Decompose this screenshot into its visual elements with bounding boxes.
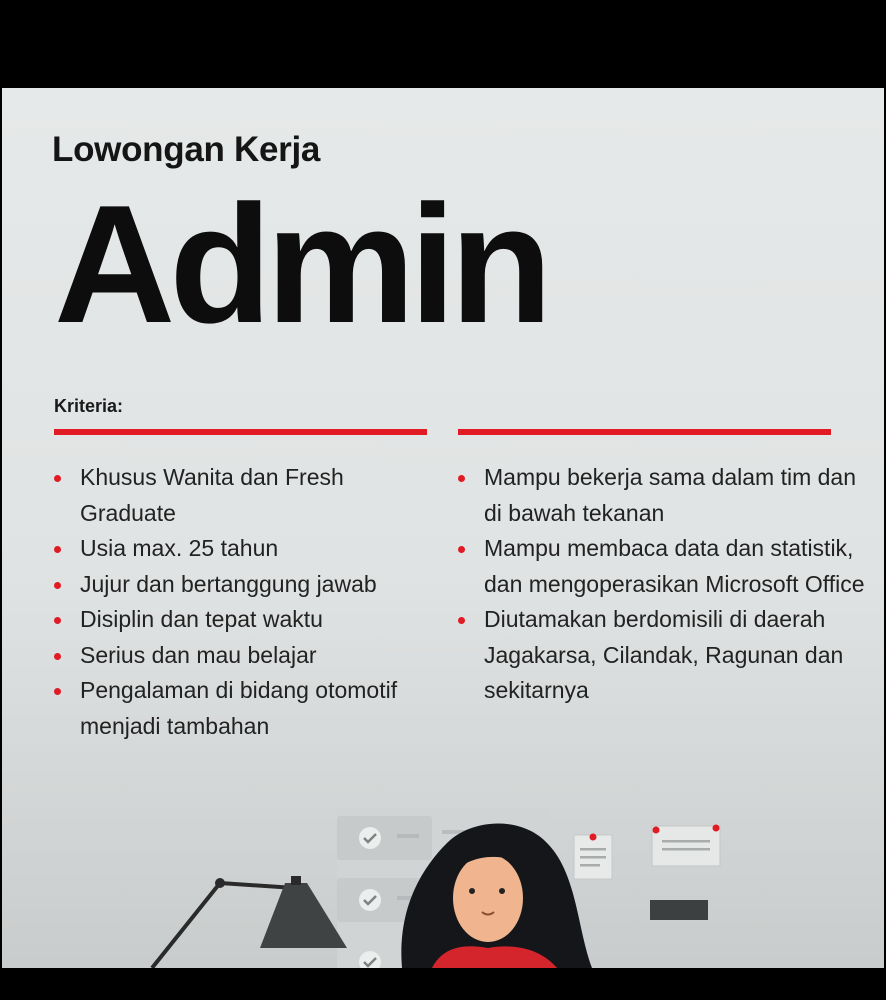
criteria-text: Disiplin dan tepat waktu: [80, 606, 323, 632]
bullet-dot: [54, 546, 61, 553]
criteria-item: [458, 531, 878, 602]
bullet-dot: [54, 653, 61, 660]
bullet-dot: [458, 475, 465, 482]
criteria-text: Khusus Wanita dan Fresh Graduate: [80, 464, 344, 526]
criteria-item: [458, 460, 878, 531]
job-poster: [2, 88, 884, 968]
criteria-text: Mampu membaca data dan statistik, dan mengoperasikan Microsoft Office: [484, 535, 865, 597]
criteria-text: Jujur dan bertanggung jawab: [80, 570, 377, 597]
criteria-item: [54, 638, 429, 674]
criteria-text: Usia max. 25 tahun: [80, 535, 279, 561]
criteria-label: Kriteria:: [54, 396, 124, 416]
poster-title: Admin: [54, 170, 547, 358]
office-illustration: [2, 788, 884, 968]
pinned-note-icon: [574, 834, 612, 880]
criteria-text: Mampu bekerja sama dalam tim dan di bawah tekanan: [484, 464, 856, 526]
criteria-item: [54, 673, 429, 744]
desk-lamp-icon: [152, 876, 347, 968]
criteria-text: Pengalaman di bidang otomotif menjadi tambahan: [80, 677, 398, 739]
bullet-dot: [458, 617, 465, 624]
criteria-item: [54, 531, 429, 567]
criteria-item: [54, 460, 429, 531]
criteria-item: [458, 602, 878, 709]
bullet-dot: [458, 546, 465, 553]
poster-subtitle: Lowongan Kerja: [52, 130, 321, 169]
criteria-list-right: [458, 460, 878, 709]
bullet-dot: [54, 475, 61, 482]
divider-right: [458, 429, 831, 435]
criteria-text: Diutamakan berdomisili di daerah Jagakarsa, Cilandak, Ragunan dan sekitarnya: [484, 606, 844, 703]
bullet-dot: [54, 582, 61, 589]
criteria-item: [54, 602, 429, 638]
bullet-dot: [54, 688, 61, 695]
wall-board-icon: [650, 825, 720, 921]
criteria-text: Serius dan mau belajar: [80, 641, 317, 668]
criteria-item: [54, 567, 429, 603]
criteria-list-left: [54, 460, 429, 744]
bullet-dot: [54, 617, 61, 624]
divider-left: [54, 429, 427, 435]
